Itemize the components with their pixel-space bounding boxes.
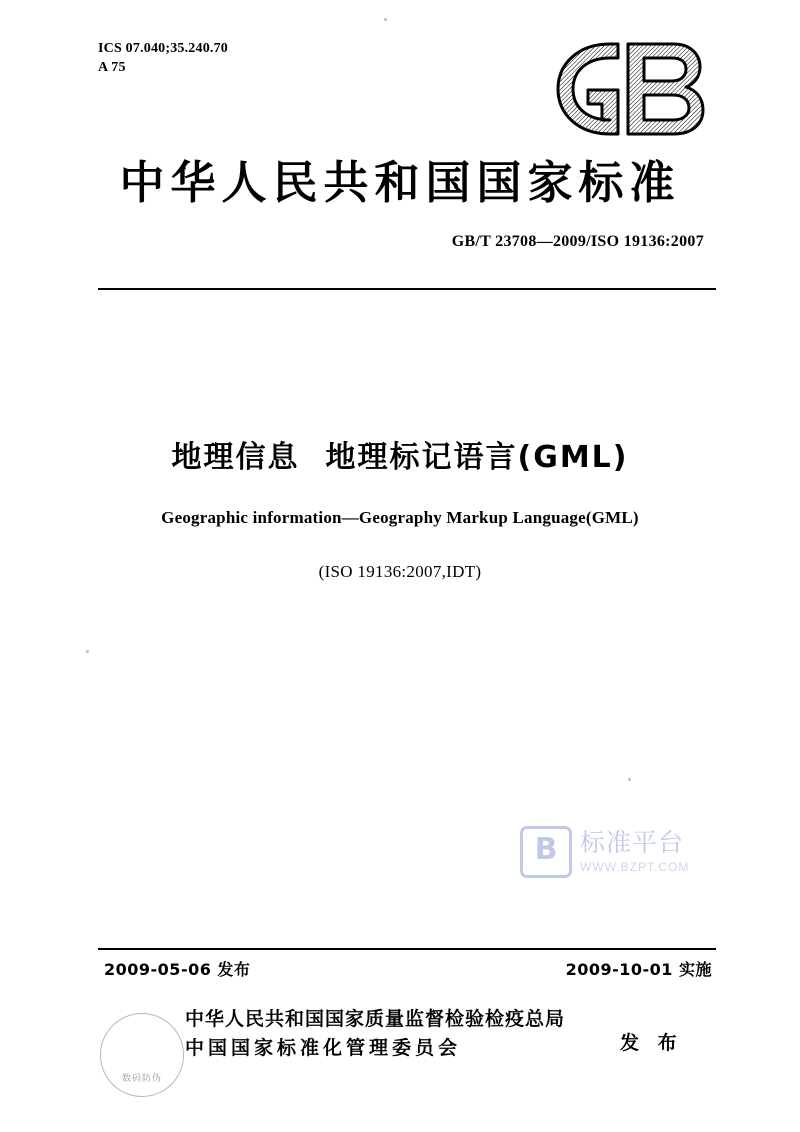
watermark-text [580,830,689,874]
registration-dot [628,778,631,781]
watermark-site-url: WWW.BZPT.COM [580,860,690,874]
national-standard-heading: 中华人民共和国国家标准 [119,156,681,209]
ccs-code: A 75 [98,59,126,75]
issue-date: 2009-05-06 发布 [104,960,251,979]
standard-number: GB/T 23708—2009/ISO 19136:2007 [451,233,704,250]
publisher-line-2: 中国国家标准化管理委员会 [185,1037,462,1060]
ics-classification-block [98,40,228,78]
publish-label: 发 布 [620,1032,683,1054]
watermark [520,826,689,878]
registration-dot [86,650,89,653]
divider-top [98,288,716,290]
watermark-site-name: 标准平台 [580,828,685,857]
publisher-block [185,1005,565,1064]
anti-counterfeit-seal-icon: 数码防伪 [100,1013,184,1097]
title-chinese-part1: 地理信息 [171,440,300,475]
registration-dot [384,18,387,21]
iso-equivalence-note: (ISO 19136:2007,IDT) [318,562,482,581]
title-chinese-part2: 地理标记语言(GML) [325,440,629,475]
implementation-date: 2009-10-01 实施 [565,960,712,979]
ics-code: ICS 07.040;35.240.70 [98,41,229,56]
watermark-badge-icon: B [520,826,572,878]
publisher-line-1: 中华人民共和国国家质量监督检验检疫总局 [185,1008,566,1030]
document-title-english: Geographic information—Geography Markup Language(GML) [161,508,639,527]
divider-bottom [98,948,716,950]
document-title-chinese [0,432,800,476]
gb-logo-icon [548,38,716,140]
